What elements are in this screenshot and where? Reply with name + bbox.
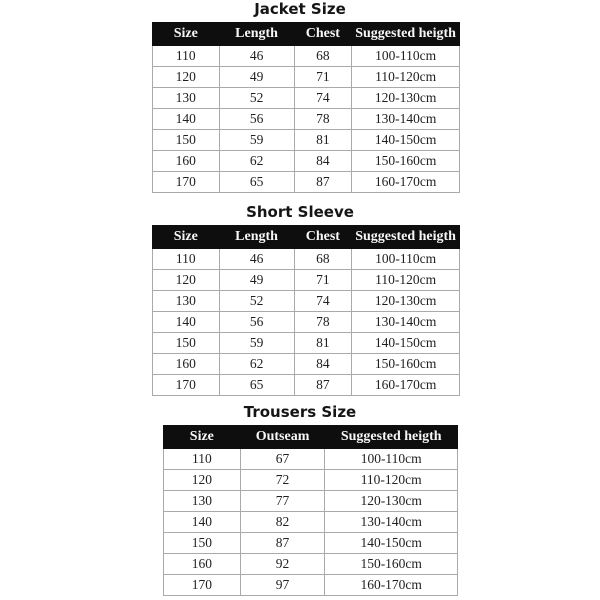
table-cell: 110 bbox=[153, 46, 220, 67]
table-cell: 160-170cm bbox=[352, 375, 460, 396]
table-cell: 160-170cm bbox=[352, 172, 460, 193]
header-row bbox=[153, 23, 460, 46]
table-cell: 49 bbox=[219, 270, 294, 291]
table-cell: 120-130cm bbox=[352, 88, 460, 109]
table-cell: 150 bbox=[153, 130, 220, 151]
table-cell: 67 bbox=[240, 449, 325, 470]
table-row bbox=[153, 151, 460, 172]
table-cell: 120-130cm bbox=[352, 291, 460, 312]
short-sleeve-title: Short Sleeve bbox=[246, 203, 354, 221]
table-cell: 82 bbox=[240, 512, 325, 533]
table-cell: 84 bbox=[294, 354, 352, 375]
table-cell: 49 bbox=[219, 67, 294, 88]
header-row bbox=[153, 226, 460, 249]
table-cell: 71 bbox=[294, 67, 352, 88]
table-cell: 68 bbox=[294, 249, 352, 270]
header-cell: Length bbox=[219, 23, 294, 46]
table-cell: 130-140cm bbox=[325, 512, 458, 533]
table-cell: 87 bbox=[294, 172, 352, 193]
table-cell: 150-160cm bbox=[352, 151, 460, 172]
table-cell: 150 bbox=[164, 533, 241, 554]
table-cell: 140 bbox=[153, 109, 220, 130]
table-cell: 160 bbox=[153, 151, 220, 172]
header-cell: Size bbox=[153, 23, 220, 46]
table-row bbox=[164, 554, 458, 575]
table-cell: 160 bbox=[164, 554, 241, 575]
table-cell: 87 bbox=[240, 533, 325, 554]
table-row bbox=[164, 512, 458, 533]
header-cell: Chest bbox=[294, 23, 352, 46]
table-cell: 120 bbox=[153, 67, 220, 88]
table-row bbox=[153, 354, 460, 375]
table-cell: 78 bbox=[294, 312, 352, 333]
table-row bbox=[164, 533, 458, 554]
table-cell: 92 bbox=[240, 554, 325, 575]
table-cell: 120 bbox=[153, 270, 220, 291]
table-cell: 150-160cm bbox=[352, 354, 460, 375]
table-row bbox=[153, 67, 460, 88]
table-cell: 52 bbox=[219, 291, 294, 312]
table-cell: 71 bbox=[294, 270, 352, 291]
table-cell: 170 bbox=[153, 375, 220, 396]
table-cell: 52 bbox=[219, 88, 294, 109]
table-cell: 84 bbox=[294, 151, 352, 172]
header-cell: Size bbox=[164, 426, 241, 449]
table-cell: 110 bbox=[153, 249, 220, 270]
table-cell: 74 bbox=[294, 291, 352, 312]
table-cell: 170 bbox=[153, 172, 220, 193]
table-cell: 130-140cm bbox=[352, 109, 460, 130]
table-row bbox=[153, 88, 460, 109]
table-cell: 120 bbox=[164, 470, 241, 491]
header-cell: Size bbox=[153, 226, 220, 249]
header-cell: Length bbox=[219, 226, 294, 249]
header-row bbox=[164, 426, 458, 449]
table-cell: 140-150cm bbox=[352, 333, 460, 354]
table-row bbox=[164, 491, 458, 512]
table-cell: 100-110cm bbox=[352, 46, 460, 67]
short-sleeve-table bbox=[152, 225, 460, 396]
table-cell: 74 bbox=[294, 88, 352, 109]
table-cell: 56 bbox=[219, 109, 294, 130]
table-cell: 56 bbox=[219, 312, 294, 333]
table-row bbox=[153, 130, 460, 151]
table-cell: 65 bbox=[219, 375, 294, 396]
table-cell: 46 bbox=[219, 46, 294, 67]
table-cell: 59 bbox=[219, 130, 294, 151]
table-cell: 46 bbox=[219, 249, 294, 270]
table-cell: 140 bbox=[153, 312, 220, 333]
table-row bbox=[153, 291, 460, 312]
table-row bbox=[164, 449, 458, 470]
table-row bbox=[153, 270, 460, 291]
header-cell: Outseam bbox=[240, 426, 325, 449]
table-row bbox=[153, 46, 460, 67]
table-cell: 110-120cm bbox=[352, 67, 460, 88]
table-row bbox=[153, 375, 460, 396]
table-cell: 110-120cm bbox=[325, 470, 458, 491]
table-cell: 78 bbox=[294, 109, 352, 130]
table-row bbox=[164, 575, 458, 596]
header-cell: Suggested heigth bbox=[352, 23, 460, 46]
table-cell: 81 bbox=[294, 333, 352, 354]
jacket-size-title: Jacket Size bbox=[254, 0, 346, 18]
table-row bbox=[153, 312, 460, 333]
table-row bbox=[153, 109, 460, 130]
table-cell: 160 bbox=[153, 354, 220, 375]
table-cell: 130 bbox=[153, 291, 220, 312]
table-cell: 140-150cm bbox=[352, 130, 460, 151]
table-cell: 140-150cm bbox=[325, 533, 458, 554]
table-cell: 100-110cm bbox=[325, 449, 458, 470]
table-row bbox=[153, 172, 460, 193]
table-row bbox=[153, 333, 460, 354]
table-cell: 65 bbox=[219, 172, 294, 193]
trousers-size-title: Trousers Size bbox=[243, 403, 357, 421]
table-cell: 140 bbox=[164, 512, 241, 533]
table-cell: 130-140cm bbox=[352, 312, 460, 333]
table-cell: 87 bbox=[294, 375, 352, 396]
table-cell: 150 bbox=[153, 333, 220, 354]
table-cell: 150-160cm bbox=[325, 554, 458, 575]
table-cell: 100-110cm bbox=[352, 249, 460, 270]
table-cell: 97 bbox=[240, 575, 325, 596]
header-cell: Suggested heigth bbox=[352, 226, 460, 249]
table-cell: 130 bbox=[153, 88, 220, 109]
table-cell: 120-130cm bbox=[325, 491, 458, 512]
table-cell: 59 bbox=[219, 333, 294, 354]
table-cell: 77 bbox=[240, 491, 325, 512]
table-cell: 130 bbox=[164, 491, 241, 512]
table-cell: 110-120cm bbox=[352, 270, 460, 291]
table-cell: 72 bbox=[240, 470, 325, 491]
header-cell: Chest bbox=[294, 226, 352, 249]
table-cell: 170 bbox=[164, 575, 241, 596]
trousers-size-table bbox=[163, 425, 458, 596]
header-cell: Suggested heigth bbox=[325, 426, 458, 449]
jacket-size-table bbox=[152, 22, 460, 193]
table-cell: 68 bbox=[294, 46, 352, 67]
table-row bbox=[164, 470, 458, 491]
table-cell: 62 bbox=[219, 354, 294, 375]
table-row bbox=[153, 249, 460, 270]
table-cell: 62 bbox=[219, 151, 294, 172]
table-cell: 110 bbox=[164, 449, 241, 470]
table-cell: 160-170cm bbox=[325, 575, 458, 596]
table-cell: 81 bbox=[294, 130, 352, 151]
